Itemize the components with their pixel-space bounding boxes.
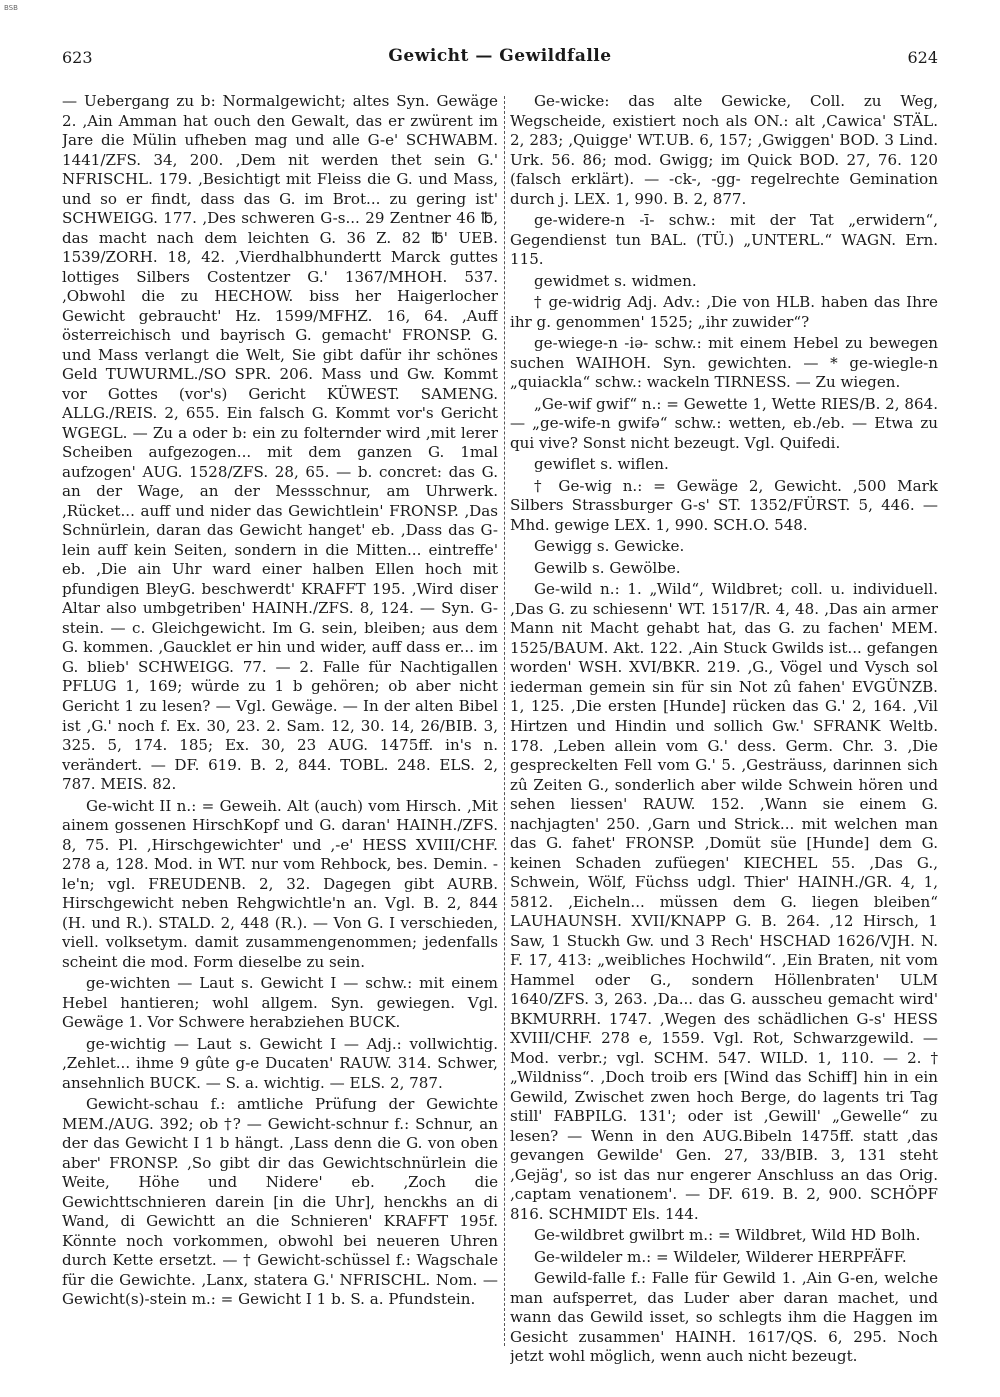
running-title: Gewicht — Gewildfalle	[388, 46, 612, 66]
entry-gewicht-schau: Gewicht-schau f.: amtliche Prüfung der Gewichte MEM./AUG. 392; ob †? — Gewicht-schnur f.: Schnur, an der das Gewicht I 1 b hängt. ‚Lass denn die G. von oben aber' FRONSP. ‚So gibt dir das Gewichtschnürlein die Weite, Höhe und Nidere' eb. ‚Zoch die Gewichttschnieren darein [in die Uhr], henckhs an di Wand, di Gewichtt an die Schnieren' KRAFFT 195f. Könnte noch vorkommen, obwohl bei neueren Uhren durch Kette ersetzt. — † Gewicht-schüssel f.: Wagschale für die Gewichte. ‚Lanx, statera G.' NFRISCHL. Nom. — Gewicht(s)-stein m.: = Gewicht I 1 b. S. a. Pfundstein.	[62, 1095, 498, 1309]
right-column	[510, 92, 938, 1382]
page-header	[62, 46, 938, 70]
entry-gewidrig: † ge-widrig Adj. Adv.: ‚Die von HLB. haben das Ihre ihr g. genommen' 1525; „ihr zuwider“?	[510, 293, 938, 331]
entry-gewichtig: ge-wichtig — Laut s. Gewicht I — Adj.: vollwichtig. ‚Zehlet... ihme 9 gûte g-e Ducaten' RAUW. 314. Schwer, ansehnlich BUCK. — S. a. wichtig. — ELS. 2, 787.	[62, 1034, 498, 1092]
entry-gewilb: Gewilb s. Gewölbe.	[534, 558, 681, 577]
entry-gewiegen: ge-wiege-n -iə- schw.: mit einem Hebel zu bewegen suchen WAIHOH. Syn. gewichten. — * ge-wiegle-n „quiackla“ schw.: wackeln TIRNESS. — Zu wiegen.	[510, 334, 938, 392]
entry-gewild-falle: Gewild-falle f.: Falle für Gewild 1. ‚Ain G-en, welche man aufsperret, das Luder aber daran machet, und wann das Gewild isset, so schlegts ihm die Haggen im Gesicht zusammen' HAINH. 1617/QS. 6, 295. Noch jetzt wohl möglich, wenn auch nicht bezeugt.	[510, 1269, 938, 1366]
page-number-left: 623	[62, 48, 93, 67]
paragraph: — Uebergang zu b: Normalgewicht; altes Syn. Gewäge 2. ‚Ain Amman hat ouch den Gewalt, das er zwürent im Jare die Mülin ufheben mag und alle G-e' SCHWABM. 1441/ZFS. 34, 200. ‚Dem nit werden thet sein G.' NFRISCHL. 179. ‚Besichtigt mit Fleiss die G. und Mass, und so er findt, dass das G. im Brot... zu gering ist' SCHWEIGG. 177. ‚Des schweren G-s... 29 Zentner 46 ℔, das macht nach dem leichten G. 36 Z. 82 ℔' UEB. 1539/ZORH. 18, 42. ‚Vierdhalbhundertt Marck guttes lottiges Silbers Costentzer G.' 1367/MHOH. 537. ‚Obwohl die zu HECHOW. biss her Haigerlocher Gewicht gebraucht' Hz. 1599/MFHZ. 16, 64. ‚Auff österreichisch und bayrisch G. gemacht' FRONSP. G. und Mass verlangt die Welt, Sie gibt dafür ihr schönes Geld TUWURML./SO SPR. 206. Mass und Gw. Kommt vor Gottes (vor's) Gericht KÜWEST. SAMENG. ALLG./REIS. 2, 655. Ein falsch G. Kommt vor's Gericht WGEGL. — Zu a oder b: ein zu folternder wird ‚mit lerer Scheiben aufgezogen... mit dem ganzen G. 1mal aufzogen' AUG. 1528/ZFS. 28, 65. — b. concret: das G. an der Wage, an der Messschnur, am Uhrwerk. ‚Rücket... auff und nider das Gewichtlein' FRONSP. ‚Das Schnürlein, daran das Gewicht hanget' eb. ‚Dass das G-lein auff kein Seiten, sondern in die Mitten... eintreffe' eb. ‚Die ain Uhr ward einer halben Ellen hoch mit pfundigen BleyG. beschwerdt' KRAFFT 195. ‚Wird diser Altar also umbgetriben' HAINH./ZFS. 8, 124. — Syn. G-stein. — c. Gleichgewicht. Im G. sein, bleiben; aus dem G. kommen. ‚Gaucklet er hin und wider, auff dass er... im G. blieb' SCHWEIGG. 77. — 2. Falle für Nachtigallen PFLUG 1, 169; würde zu 1 b gehören; ob aber nicht Gericht 1 zu lesen? — Vgl. Gewäge. — In der alten Bibel ist ‚G.' noch f. Ex. 30, 23. 2. Sam. 12, 30. 14, 26/BIB. 3, 325. 5, 174. 185; Ex. 30, 23 AUG. 1475ff. in's n. verändert. — DF. 619. B. 2, 844. TOBL. 248. ELS. 2, 787. MEIS. 82.	[62, 92, 498, 794]
entry-gewildbret: Ge-wildbret gwilbrt m.: = Wildbret, Wild HD Bolh.	[534, 1226, 921, 1245]
entry-gewild: Ge-wild n.: 1. „Wild“, Wildbret; coll. u. individuell. ‚Das G. zu schiesenn' WT. 1517/R. 4, 48. ‚Das ain armer Mann nit Macht gehabt hat, das G. zu fachen' MEM. 1525/BAUM. Akt. 122. ‚Ain Stuck Gwilds ist... gefangen worden' WSH. XVI/BKR. 219. ‚G., Vögel und Vysch sol iederman gemein sin für sin Not zû fahen' EVGÜNZB. 1, 125. ‚Die ersten [Hunde] rücken das G.' 2, 164. ‚Vil Hirtzen und Hindin und sollich Gw.' SFRANK Weltb. 178. ‚Leben allein vom G.' dess. Germ. Chr. 3. ‚Die gespreckelten Fell vom G.' 5. ‚Gesträuss, darinnen sich zû Zeiten G., sonderlich aber wilde Schwein hören und sehen liessen' RAUW. 152. ‚Wann sie einem G. nachjagten' 250. ‚Garn und Strick... mit welchen man das G. fahet' FRONSP. ‚Domüt süe [Hunde] dem G. keinen Schaden zufüegen' KIECHEL 55. ‚Das G., Schwein, Wölf, Füchss udgl. Thier' HAINH./GR. 4, 1, 5812. ‚Eicheln... müssen dem G. liegen bleiben“ LAUHAUNSH. XVII/KNAPP G. B. 264. ‚12 Hirsch, 1 Saw, 1 Stuckh Gw. und 3 Rech' HSCHAD 1626/VJH. N. F. 17, 413: „weibliches Hochwild“. ‚Ein Braten, nit vom Hammel oder G., sondern Höllenbraten' ULM 1640/ZFS. 3, 263. ‚Da... das G. ausscheu gemacht wird' BKMURRH. 1747. ‚Wegen des schädlichen G-s' HESS XVIII/CHF. 278 e, 1559. Vgl. Rot, Schwarzgewild. — Mod. verbr.; vgl. SCHM. 547. WILD. 1, 110. — 2. † „Wildniss“. ‚Doch troib ers [Wind das Schiff] hin in ein Gewild, Zwischet zwen hoch Berge, do lagents tri Tag still' FABPILG. 131'; oder ist ‚Gewill' „Gewelle“ zu lesen? — Wenn in den AUG.Bibeln 1475ff. statt ‚das gevangen Gewilde' Gen. 27, 33/BIB. 3, 131 steht ‚Gejäg', so ist das nur engerer Anschluss an das Orig. ‚captam venationem'. — DF. 619. B. 2, 900. SCHÖPF 816. SCHMIDT Els. 144.	[510, 580, 938, 1223]
left-column	[62, 92, 498, 1382]
entry-gewildeler: Ge-wildeler m.: = Wildeler, Wilderer HERPFÄFF.	[534, 1247, 907, 1266]
library-stamp: BSB	[4, 4, 18, 12]
entry-gewicke: Ge-wicke: das alte Gewicke, Coll. zu Weg, Wegscheide, existiert noch als ON.: alt ‚Cawica' STÄL. 2, 283; ‚Quigge' WT.UB. 6, 157; ‚Gwiggen' BOD. 3 Lind. Urk. 56. 86; mod. Gwigg; im Quick BOD. 27, 76. 120 (falsch erklärt). — -ck-, -gg- regelrechte Gemination durch j. LEX. 1, 990. B. 2, 877.	[510, 92, 938, 208]
entry-gewiflet: gewiflet s. wiflen.	[534, 455, 669, 474]
entry-gewif: „Ge-wif gwif“ n.: = Gewette 1, Wette RIES/B. 2, 864. — „ge-wife-n gwifə“ schw.: wetten, eb./eb. — Etwa zu qui vive? Sonst nicht bezeugt. Vgl. Quifedi.	[510, 394, 938, 452]
entry-gewigg: Gewigg s. Gewicke.	[534, 537, 685, 556]
entry-gewicht-ii: Ge-wicht II n.: = Geweih. Alt (auch) vom Hirsch. ‚Mit ainem gossenen HirschKopf und G. daran' HAINH./ZFS. 8, 75. Pl. ‚Hirschgewichter' und ‚-e' HESS XVIII/CHF. 278 a, 128. Mod. in WT. nur vom Rehbock, bes. Demin. -le'n; vgl. FREUDENB. 2, 32. Dagegen gibt AURB. Hirschgewicht neben Rehgwichtle'n an. Vgl. B. 2, 844 (H. und R.). STALD. 2, 448 (R.). — Von G. I verschieden, viell. volksetym. damit zusammengenommen; jedenfalls scheint die mod. Form dieselbe zu sein.	[62, 796, 498, 971]
entry-gewidmet: gewidmet s. widmen.	[534, 271, 697, 290]
page-number-right: 624	[907, 48, 938, 67]
entry-gewig: † Ge-wig n.: = Gewäge 2, Gewicht. ‚500 Mark Silbers Strassburger G-s' ST. 1352/FÜRST. 5, 446. — Mhd. gewige LEX. 1, 990. SCH.O. 548.	[510, 476, 938, 534]
column-divider	[504, 96, 505, 1346]
entry-gewichten: ge-wichten — Laut s. Gewicht I — schw.: mit einem Hebel hantieren; wohl allgem. Syn. gewiegen. Vgl. Gewäge 1. Vor Schwere herabziehen BUCK.	[62, 974, 498, 1032]
entry-gewideren: ge-widere-n -ī- schw.: mit der Tat „erwidern“, Gegendienst tun BAL. (TÜ.) „UNTERL.“ WAGN. Ern. 115.	[510, 211, 938, 269]
